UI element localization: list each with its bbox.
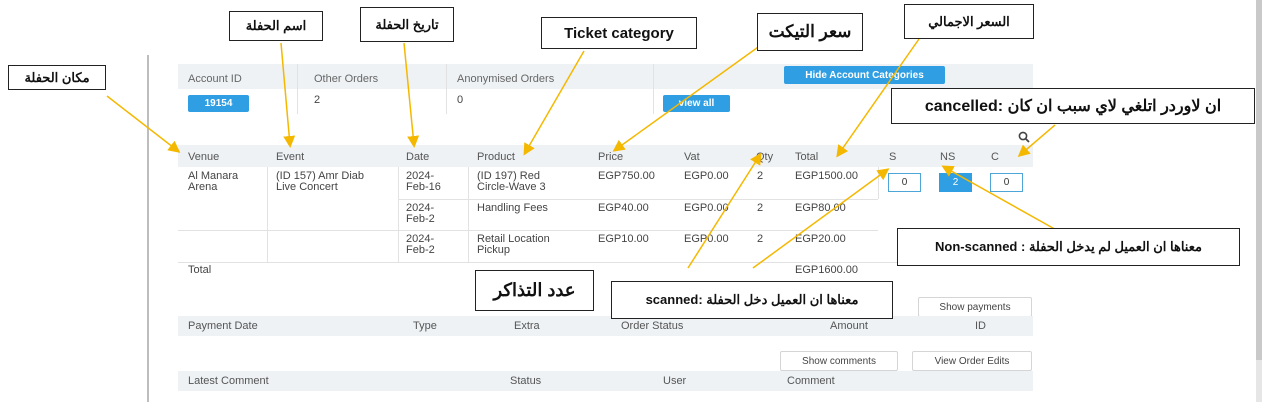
- qty-annotation: عدد التذاكر: [475, 270, 594, 311]
- price-value: EGP750.00: [598, 170, 655, 182]
- product-header: Product: [477, 151, 515, 163]
- scanned-count-input[interactable]: 0: [888, 173, 921, 192]
- scanned-header: S: [889, 151, 897, 163]
- total-header: Total: [795, 151, 819, 163]
- date-line-1: 2024-: [406, 233, 435, 245]
- date-line-1: 2024-: [406, 170, 435, 182]
- event-line-1: (ID 157) Amr Diab: [276, 170, 365, 182]
- order-status-header: Order Status: [621, 320, 684, 332]
- payment-date-header: Payment Date: [188, 320, 258, 332]
- price-value: EGP40.00: [598, 202, 649, 214]
- non-scanned-count-input[interactable]: 2: [939, 173, 972, 192]
- arrow-venue: [107, 96, 178, 151]
- type-header: Type: [413, 320, 437, 332]
- grand-total-value: EGP1600.00: [795, 264, 858, 276]
- price-value: EGP10.00: [598, 233, 649, 245]
- product-line-1: Handling Fees: [477, 202, 548, 214]
- other-orders-value: 2: [314, 94, 321, 106]
- view-order-edits-button[interactable]: View Order Edits: [912, 351, 1032, 371]
- extra-header: Extra: [514, 320, 540, 332]
- arrow-qty: [688, 155, 760, 268]
- arrow-product: [525, 51, 584, 153]
- qty-value: 2: [757, 233, 764, 245]
- date-line-2: Feb-2: [406, 244, 435, 256]
- cancelled-annotation: cancelled: ان لاوردر اتلغي لاي سبب ان كان: [891, 88, 1255, 124]
- show-comments-button[interactable]: Show comments: [780, 351, 898, 371]
- anonymised-orders-value: 0: [457, 94, 464, 106]
- arrow-event: [281, 43, 290, 145]
- price-annotation: سعر التيكت: [757, 13, 863, 51]
- qty-header: Qty: [756, 151, 774, 163]
- qty-value: 2: [757, 170, 764, 182]
- arrow-cancelled: [1020, 125, 1055, 155]
- id-header: ID: [975, 320, 986, 332]
- date-annotation: تاريخ الحفلة: [360, 7, 454, 42]
- total-value: EGP1500.00: [795, 170, 858, 182]
- vat-value: EGP0.00: [684, 170, 729, 182]
- cancelled-header: C: [991, 151, 999, 163]
- total-label: Total: [188, 264, 212, 276]
- scanned-annotation: scanned: معناها ان العميل دخل الحفلة: [611, 281, 893, 319]
- non-scanned-annotation: Non-scanned : معناها ان العميل لم يدخل الحفلة: [897, 228, 1240, 266]
- venue-annotation: مكان الحفلة: [8, 65, 106, 90]
- account-id-header: Account ID: [188, 73, 242, 85]
- account-id-button[interactable]: 19154: [188, 95, 249, 112]
- event-line-2: Live Concert: [276, 181, 338, 193]
- user-header: User: [663, 375, 687, 387]
- arrow-scanned: [753, 170, 887, 268]
- qty-value: 2: [757, 202, 764, 214]
- event-header: Event: [276, 151, 305, 163]
- arrow-nonscanned: [944, 167, 1060, 232]
- product-line-1: Retail Location: [477, 233, 550, 245]
- ticket-category-annotation: Ticket category: [541, 17, 697, 49]
- cancelled-count-input[interactable]: 0: [990, 173, 1023, 192]
- arrow-date: [404, 43, 414, 145]
- total-value: EGP20.00: [795, 233, 846, 245]
- total-annotation: السعر الاجمالي: [904, 4, 1034, 39]
- hide-account-categories-button[interactable]: Hide Account Categories: [784, 66, 945, 84]
- non-scanned-header: NS: [940, 151, 956, 163]
- date-line-1: 2024-: [406, 202, 435, 214]
- comment-header: Comment: [787, 375, 835, 387]
- venue-header: Venue: [188, 151, 220, 163]
- date-line-2: Feb-2: [406, 213, 435, 225]
- show-payments-button[interactable]: Show payments: [918, 297, 1032, 317]
- vat-value: EGP0.00: [684, 202, 729, 214]
- date-header: Date: [406, 151, 430, 163]
- date-line-2: Feb-16: [406, 181, 441, 193]
- price-header: Price: [598, 151, 624, 163]
- arrow-price: [615, 40, 768, 150]
- amount-header: Amount: [830, 320, 868, 332]
- venue-line-1: Al Manara: [188, 170, 239, 182]
- view-all-button[interactable]: view all: [663, 95, 730, 112]
- anonymised-orders-header: Anonymised Orders: [457, 73, 555, 85]
- status-header: Status: [510, 375, 542, 387]
- other-orders-header: Other Orders: [314, 73, 379, 85]
- total-value: EGP80.00: [795, 202, 846, 214]
- vat-header: Vat: [684, 151, 700, 163]
- venue-line-2: Arena: [188, 181, 218, 193]
- latest-comment-header: Latest Comment: [188, 375, 269, 387]
- product-line-2: Pickup: [477, 244, 511, 256]
- product-line-1: (ID 197) Red: [477, 170, 540, 182]
- product-line-2: Circle-Wave 3: [477, 181, 546, 193]
- vat-value: EGP0.00: [684, 233, 729, 245]
- event-annotation: اسم الحفلة: [229, 11, 323, 41]
